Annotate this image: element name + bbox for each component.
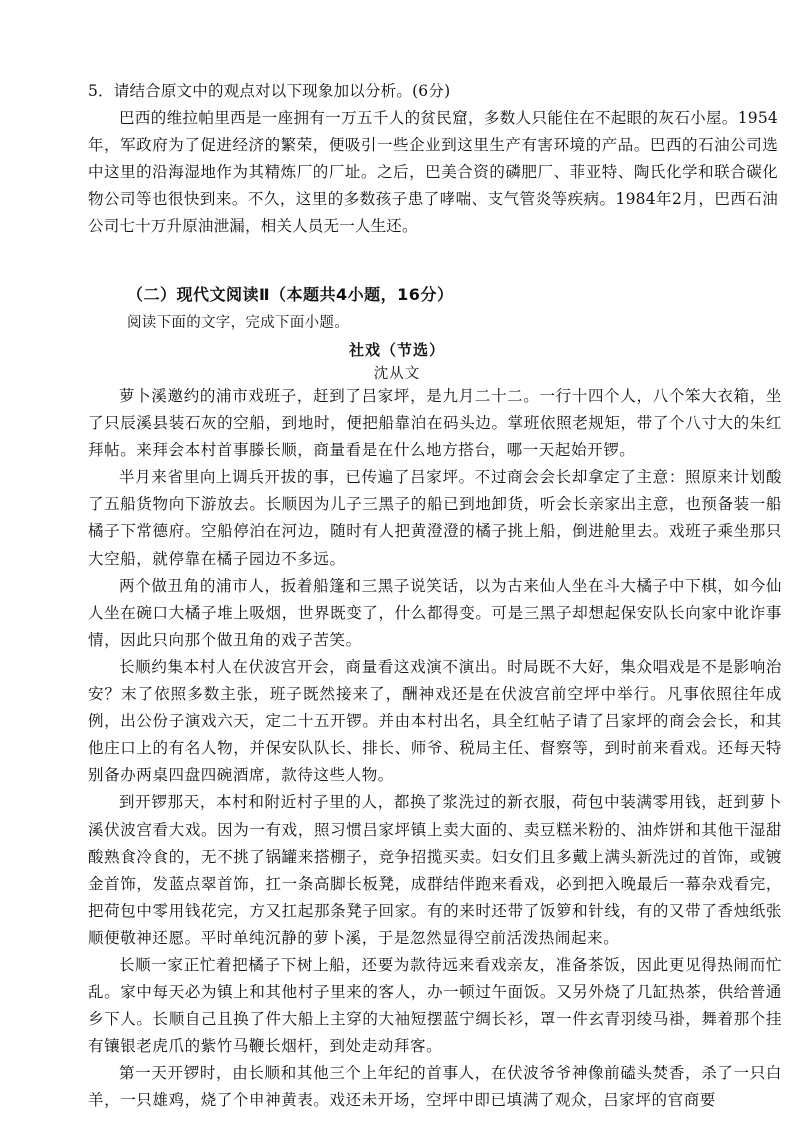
article-paragraph: 两个做丑角的浦市人，扳着船篷和三黑子说笑话，以为古来仙人坐在斗大橘子中下棋，如今仙人坐在碗口大橘子堆上吸烟，世界既变了，什么都得变。可是三黑子却想起保安队长向家中讹诈事情，因此只向那个做丑角的戏子苦笑。	[88, 576, 782, 649]
article-paragraph: 萝卜溪邀约的浦市戏班子，赶到了吕家坪，是九月二十二。一行十四个人，八个笨大衣箱，坐了只辰溪县装石灰的空船，到地时，便把船靠泊在码头边。掌班依照老规矩，带了个八寸大的朱红拜帖。来拜会本村首事滕长顺，商量看是在什么地方搭台，哪一天起始开锣。	[88, 387, 782, 460]
section-title: （二）现代文阅读Ⅱ（本题共4小题，16分）	[127, 285, 454, 304]
article-paragraph: 长顺约集本村人在伏波宫开会，商量看这戏演不演出。时局既不大好，集众唱戏是不是影响治安？末了依照多数主张，班子既然接来了，酬神戏还是在伏波宫前空坪中举行。凡事依照往年成例，出公份子演戏六天，定二十五开锣。并由本村出名，具全红帖子请了吕家坪的商会会长，和其他庄口上的有名人物，并保安队队长、排长、师爷、税局主任、督察等，到时前来看戏。还每天特别备办两桌四盘四碗酒席，款待这些人物。	[88, 657, 782, 785]
article-paragraph: 半月来省里向上调兵开拔的事，已传遍了吕家坪。不过商会会长却拿定了主意：照原来计划酸了五船货物向下游放去。长顺因为儿子三黑子的船已到地卸货，听会长亲家出主意，也预备装一船橘子下常德府。空船停泊在河边，随时有人把黄澄澄的橘子挑上船，倒进舱里去。戏班子乘坐那只大空船，就停靠在橘子园边不多远。	[88, 468, 782, 568]
article-author: 沈从文	[373, 366, 421, 382]
question-5-material: 巴西的维拉帕里西是一座拥有一万五千人的贫民窟，多数人只能住在不起眼的灰石小屋。1954年，军政府为了促进经济的繁荣，便吸引一些企业到这里生产有害环境的产品。巴西的石油公司选中这里的沿海湿地作为其精炼厂的厂址。之后，巴美合资的磷肥厂、菲亚特、陶氏化学和联合碳化物公司等也很快到来。不久，这里的多数孩子患了哮喘、支气管炎等疾病。1984年2月，巴西石油公司七十万升原油泄漏，相关人员无一人生还。	[88, 109, 778, 235]
article-body	[88, 383, 782, 1115]
question-5	[88, 78, 778, 240]
section-instruction: 阅读下面的文字，完成下面小题。	[127, 315, 349, 331]
article-paragraph: 第一天开锣时，由长顺和其他三个上年纪的首事人，在伏波爷爷神像前磕头焚香，杀了一只白羊，一只雄鸡，烧了个申神黄表。戏还未开场，空坪中即已填满了观众，吕家坪的官商要	[88, 1064, 782, 1110]
question-5-prompt: 5．请结合原文中的观点对以下现象加以分析。(6分)	[88, 82, 451, 100]
article-title: 社戏（节选）	[348, 341, 445, 359]
article-paragraph: 到开锣那天，本村和附近村子里的人，都换了浆洗过的新衣服，荷包中装满零用钱，赶到萝卜溪伏波宫看大戏。因为一有戏，照习惯吕家坪镇上卖大面的、卖豆糕米粉的、油炸饼和其他干湿甜酸熟食冷食的，无不挑了锅罐来搭棚子，竞争招揽买卖。妇女们且多戴上满头新洗过的首饰，或镀金首饰，发蓝点翠首饰，扛一条高脚长板凳，成群结伴跑来看戏，必到把入晚最后一幕杂戏看完，把荷包中零用钱花完，方又扛起那条凳子回家。有的来时还带了饭箩和针线，有的又带了香烛纸张顺便敬神还愿。平时单纯沉静的萝卜溪，于是忽然显得空前活泼热闹起来。	[88, 793, 782, 947]
article-paragraph: 长顺一家正忙着把橘子下树上船，还要为款待远来看戏亲友，准备茶饭，因此更见得热闹而忙乱。家中每天必为镇上和其他村子里来的客人，办一顿过午面饭。又另外烧了几缸热茶，供给普通乡下人。长顺自己且换了件大船上主穿的大袖短摆蓝宁绸长衫，罩一件玄青羽绫马褂，舞着那个挂有镶银老虎爪的紫竹马鞭长烟杆，到处走动拜客。	[88, 955, 782, 1056]
